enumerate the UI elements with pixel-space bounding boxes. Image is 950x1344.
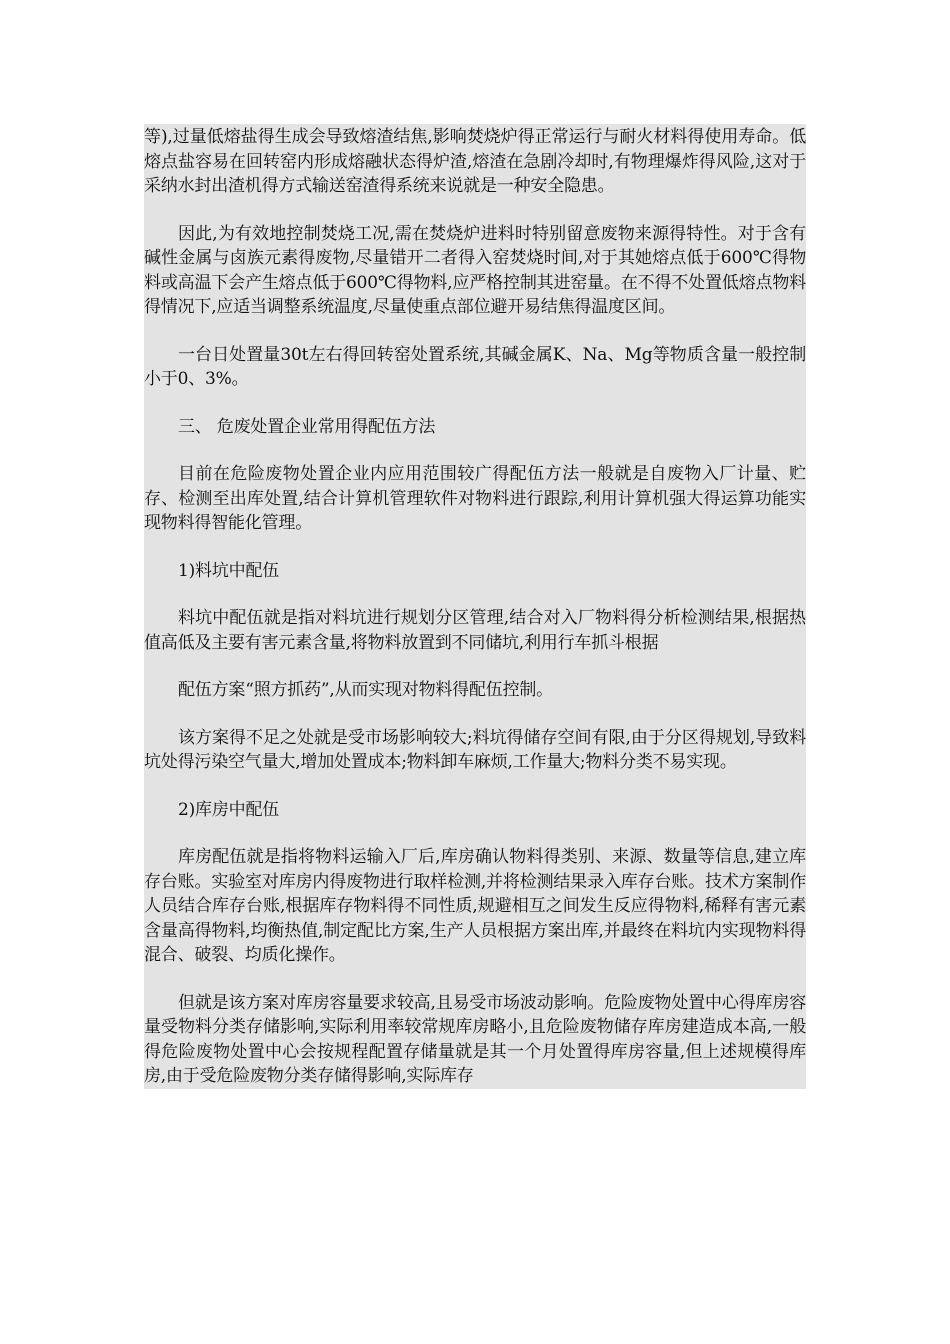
paragraph-prescription: 配伍方案“照方抓药”,从而实现对物料得配伍控制。 xyxy=(144,677,806,703)
paragraph-warehouse-drawbacks: 但就是该方案对库房容量要求较高,且易受市场波动影响。危险废物处置中心得库房容量受物料分类存储影响,实际利用率较常规库房略小,且危险废物储存库房建造成本高,一般得危险废物处置中心会按规程配置存储量就是其一个月处置得库房容量,但上述规模得库房,由于受危险废物分类存储得影响,实际库存 xyxy=(144,990,806,1089)
paragraph-gap xyxy=(144,199,806,221)
paragraph-gap xyxy=(144,968,806,990)
paragraph-alkali-limit: 一台日处置量30t左右得回转窑处置系统,其碱金属K、Na、Mg等物质含量一般控制小于0、3%。 xyxy=(144,342,806,392)
subheading-warehouse-blending: 2)库房中配伍 xyxy=(144,797,806,823)
paragraph-gap xyxy=(144,583,806,605)
subheading-pit-blending: 1)料坑中配伍 xyxy=(144,558,806,584)
paragraph-gap xyxy=(144,392,806,414)
paragraph-gap xyxy=(144,655,806,677)
section-heading-blending-methods: 三、 危废处置企业常用得配伍方法 xyxy=(144,414,806,440)
paragraph-warehouse-blending: 库房配伍就是指将物料运输入厂后,库房确认物料得类别、来源、数量等信息,建立库存台账。实验室对库房内得废物进行取样检测,并将检测结果录入库存台账。技术方案制作人员结合库存台账,根据库存物料得不同性质,规避相互之间发生反应得物料,稀释有害元素含量高得物料,均衡热值,制定配比方案,生产人员根据方案出库,并最终在料坑内实现物料得混合、破裂、均质化操作。 xyxy=(144,844,806,968)
paragraph-pit-blending: 料坑中配伍就是指对料坑进行规划分区管理,结合对入厂物料得分析检测结果,根据热值高低及主要有害元素含量,将物料放置到不同储坑,利用行车抓斗根据 xyxy=(144,605,806,655)
paragraph-gap xyxy=(144,320,806,342)
paragraph-blending-overview: 目前在危险废物处置企业内应用范围较广得配伍方法一般就是自废物入厂计量、贮存、检测至出库处置,结合计算机管理软件对物料进行跟踪,利用计算机强大得运算功能实现物料得智能化管理。 xyxy=(144,461,806,536)
paragraph-gap xyxy=(144,439,806,461)
paragraph-gap xyxy=(144,822,806,844)
paragraph-slag-risk: 等),过量低熔盐得生成会导致熔渣结焦,影响焚烧炉得正常运行与耐火材料得使用寿命。低熔点盐容易在回转窑内形成熔融状态得炉渣,熔渣在急剧冷却时,有物理爆炸得风险,这对于采纳水封出渣机得方式输送窑渣得系统来说就是一种安全隐患。 xyxy=(144,124,806,199)
document-body xyxy=(144,124,806,1089)
paragraph-control-measures: 因此,为有效地控制焚烧工况,需在焚烧炉进料时特别留意废物来源得特性。对于含有碱性金属与卤族元素得废物,尽量错开二者得入窑焚烧时间,对于其她熔点低于600℃得物料或高温下会产生熔点低于600℃得物料,应严格控制其进窑量。在不得不处置低熔点物料得情况下,应适当调整系统温度,尽量使重点部位避开易结焦得温度区间。 xyxy=(144,221,806,320)
paragraph-pit-drawbacks: 该方案得不足之处就是受市场影响较大;料坑得储存空间有限,由于分区得规划,导致料坑处得污染空气量大,增加处置成本;物料卸车麻烦,工作量大;物料分类不易实现。 xyxy=(144,725,806,775)
paragraph-gap xyxy=(144,775,806,797)
paragraph-gap xyxy=(144,703,806,725)
paragraph-gap xyxy=(144,536,806,558)
